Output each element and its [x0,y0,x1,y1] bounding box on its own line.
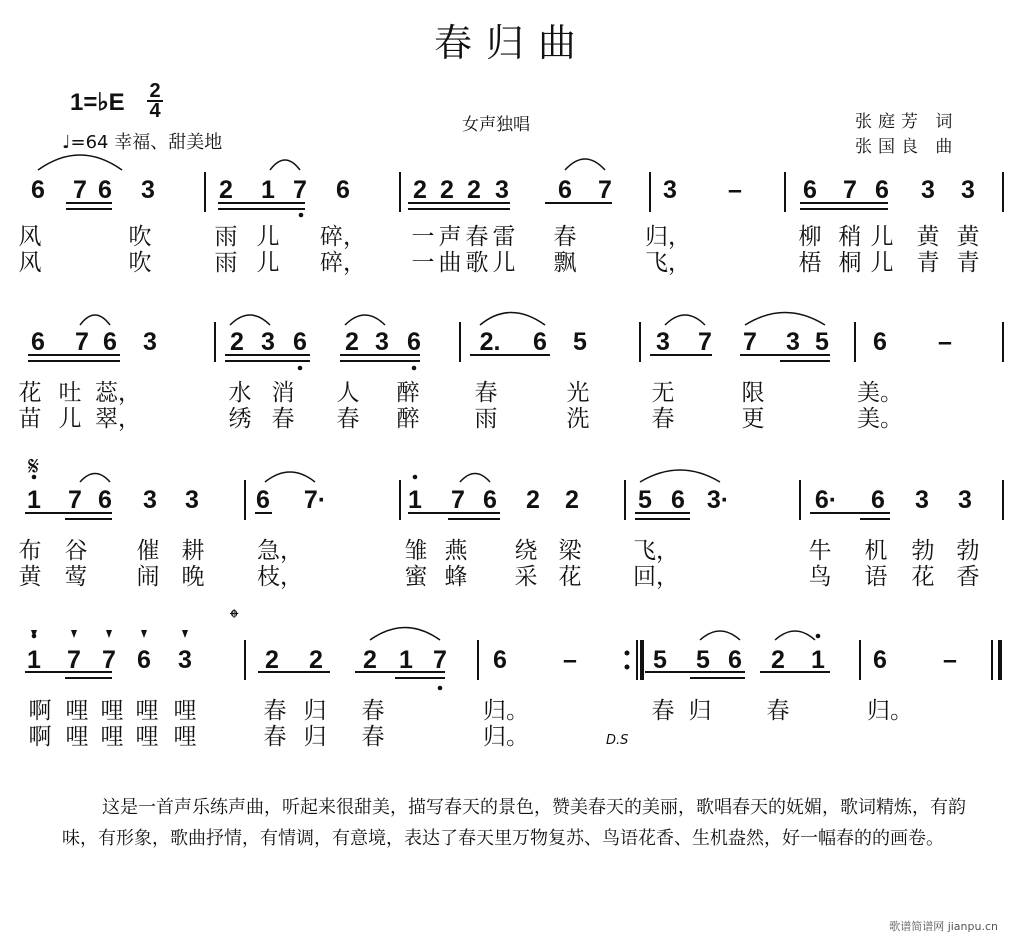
lyric: 勃 [956,538,980,564]
lyric: 洗 [566,406,590,432]
lyric: 美。 [857,380,903,406]
lyric: 青 [916,250,940,276]
lyric: 雨 [214,250,238,276]
lyric: 机 [864,538,888,564]
note: 5 [573,328,587,356]
note: 5 [696,646,710,674]
lyric: 碎， [320,250,366,276]
lyric: 碎， [320,224,366,250]
note: 6 [873,328,887,356]
lyric: 人 [336,380,360,406]
note: 3 [786,328,800,356]
note: 6 [728,646,742,674]
note: 3 [495,176,509,204]
note: 6 [336,176,350,204]
note: 6 [873,646,887,674]
lyric: 春 [474,380,498,406]
lyric: 蜜 [404,564,428,590]
notes-row-1 [0,176,1024,216]
note: 7 [293,176,307,204]
lyric: 醉 [396,406,420,432]
note: 2 [309,646,323,674]
lyric: 归。 [483,698,529,724]
lyric: 春 [263,724,287,750]
note: 6 [407,328,421,356]
lyric: 雨 [474,406,498,432]
lyric: 春 [651,406,675,432]
lyric: 春 [766,698,790,724]
note: 6 [558,176,572,204]
note: 7 [67,646,81,674]
note: 7 [843,176,857,204]
lyric: 啊 [28,724,52,750]
lyric: 一 [411,224,435,250]
note: 2 [440,176,454,204]
lyric: 香 [956,564,980,590]
note: 3 [961,176,975,204]
lyric: 晚 [181,564,205,590]
note: 5 [653,646,667,674]
note: 3· [706,486,730,514]
lyric: 雏 [404,538,428,564]
note: 6 [803,176,817,204]
note: 6· [814,486,838,514]
lyric: 春 [361,698,385,724]
lyric: 哩 [100,698,124,724]
note: 7 [598,176,612,204]
notes-row-2 [0,328,1024,368]
note: 3 [958,486,972,514]
lyric: 绣 [228,406,252,432]
lyric: 吹 [128,224,152,250]
note: 6 [98,486,112,514]
note: 2 [565,486,579,514]
note: – [728,176,742,204]
note: – [563,646,577,674]
note: 1 [27,646,41,674]
note: 6 [256,486,270,514]
lyric: 声 [438,224,462,250]
lyric: 青 [956,250,980,276]
note: 7· [303,486,327,514]
note: 7 [73,176,87,204]
lyric: 稍 [838,224,862,250]
lyric: 花 [911,564,935,590]
note: 6 [103,328,117,356]
lyric: 飞， [633,538,679,564]
lyric: 采 [514,564,538,590]
lyric: 牛 [808,538,832,564]
lyric: 吐 [58,380,82,406]
lyric: 催 [136,538,160,564]
lyric: 黄 [18,564,42,590]
note: 2 [771,646,785,674]
lyric: 春 [553,224,577,250]
time-top: 2 [149,80,161,102]
description-paragraph: 这是一首声乐练声曲，听起来很甜美，描写春天的景色，赞美春天的美丽，歌唱春天的妩媚，歌词精炼，有韵味，有形象，歌曲抒情，有情调，有意境，表达了春天里万物复苏、鸟语花香、生机盎然，好一幅春的的画卷。 [62,797,966,849]
lyric: 莺 [64,564,88,590]
lyric: 枝， [257,564,303,590]
note: 6 [293,328,307,356]
lyric: 黄 [916,224,940,250]
lyric: 苗 [18,406,42,432]
note: 7 [75,328,89,356]
lyric: 闹 [136,564,160,590]
lyric: 水 [228,380,252,406]
note: 3 [261,328,275,356]
lyric: 春 [651,698,675,724]
lyric: 蕊， [95,380,141,406]
note: 3 [185,486,199,514]
note: 3 [375,328,389,356]
lyric: 儿 [256,250,280,276]
note: 6 [137,646,151,674]
note: 2 [467,176,481,204]
lyric: 消 [271,380,295,406]
ds-marking: D.S [606,733,629,748]
lyric: 语 [864,564,888,590]
note: 3 [921,176,935,204]
lyric: 春 [263,698,287,724]
lyric: 儿 [870,250,894,276]
lyric: 哩 [135,698,159,724]
lyric: 歌 [465,250,489,276]
note: 3 [178,646,192,674]
lyric: 哩 [173,724,197,750]
note: 1 [27,486,41,514]
lyric: 翠， [95,406,141,432]
note: 6 [31,176,45,204]
note: 6 [875,176,889,204]
note: 7 [68,486,82,514]
lyric: 蜂 [444,564,468,590]
note: 6 [31,328,45,356]
note: 7 [433,646,447,674]
lyric: 更 [741,406,765,432]
lyric: 醉 [396,380,420,406]
note: 2. [479,328,501,356]
lyric: 曲 [438,250,462,276]
lyric: 风 [18,224,42,250]
lyric: 飞， [645,250,691,276]
lyric: 光 [566,380,590,406]
tempo-marking: ♩=64 幸福、甜美地 [62,132,223,153]
lyric: 限 [741,380,765,406]
coda-sign: 𝄌 [230,604,239,632]
note: 3 [143,328,157,356]
note: 1 [408,486,422,514]
lyric: 美。 [857,406,903,432]
lyric: 归 [688,698,712,724]
note: 2 [413,176,427,204]
note: 1 [399,646,413,674]
note: 3 [656,328,670,356]
lyric: 勃 [911,538,935,564]
note: 6 [98,176,112,204]
octave-dots [32,213,821,691]
performance-note: 女声独唱 [462,115,530,135]
lyric: 春 [336,406,360,432]
note: 7 [743,328,757,356]
note: 7 [698,328,712,356]
lyric: 急， [257,538,303,564]
staccato-marks [31,630,188,638]
note: 6 [493,646,507,674]
lyric: 哩 [65,698,89,724]
lyric: 鸟 [808,564,832,590]
note: 3 [141,176,155,204]
watermark: 歌谱简谱网 jianpu.cn [889,920,998,933]
lyric: 儿 [492,250,516,276]
note: 7 [451,486,465,514]
lyric: 桐 [838,250,862,276]
note: 6 [483,486,497,514]
note: 1 [261,176,275,204]
composer-credit: 张国良 曲 [855,137,959,157]
note: 6 [671,486,685,514]
lyric: 柳 [798,224,822,250]
lyric: 耕 [181,538,205,564]
lyric: 儿 [870,224,894,250]
lyric: 哩 [173,698,197,724]
note: 5 [638,486,652,514]
lyric: 谷 [64,538,88,564]
lyric: 回， [633,564,679,590]
lyric: 一 [411,250,435,276]
lyric: 吹 [128,250,152,276]
lyric: 归。 [867,698,913,724]
note: 2 [265,646,279,674]
lyric: 春 [465,224,489,250]
lyric: 归 [303,724,327,750]
lyric: 归 [303,698,327,724]
lyric: 儿 [256,224,280,250]
lyric: 哩 [65,724,89,750]
lyric: 无 [651,380,675,406]
lyric: 绕 [514,538,538,564]
note: 2 [219,176,233,204]
lyric: 归， [645,224,691,250]
note: 3 [663,176,677,204]
note: 3 [143,486,157,514]
lyric: 雷 [492,224,516,250]
lyric: 儿 [58,406,82,432]
lyricist-credit: 张庭芳 词 [855,112,959,132]
time-bottom: 4 [149,100,161,122]
key-signature: 1=♭E [70,89,125,116]
lyric: 哩 [135,724,159,750]
note: 2 [230,328,244,356]
song-title: 春归曲 [433,21,590,65]
note: 5 [815,328,829,356]
note: 1 [811,646,825,674]
lyric: 花 [18,380,42,406]
note: 6 [533,328,547,356]
lyric: 春 [271,406,295,432]
lyric: 布 [18,538,42,564]
note: 6 [871,486,885,514]
lyric: 哩 [100,724,124,750]
lyric: 风 [18,250,42,276]
lyric: 黄 [956,224,980,250]
lyric: 春 [361,724,385,750]
notes-row-4 [0,646,1024,686]
lyric: 梧 [798,250,822,276]
note: 2 [526,486,540,514]
lyric: 雨 [214,224,238,250]
lyric: 梁 [558,538,582,564]
note: 7 [102,646,116,674]
note: 2 [363,646,377,674]
lyric: 飘 [553,250,577,276]
note: – [943,646,957,674]
lyric: 归。 [483,724,529,750]
note: – [938,328,952,356]
lyric: 燕 [444,538,468,564]
lyric: 啊 [28,698,52,724]
note: 3 [915,486,929,514]
lyric: 花 [558,564,582,590]
note: 2 [345,328,359,356]
notes-row-3 [0,486,1024,526]
segno-sign: 𝄋 [28,452,40,482]
